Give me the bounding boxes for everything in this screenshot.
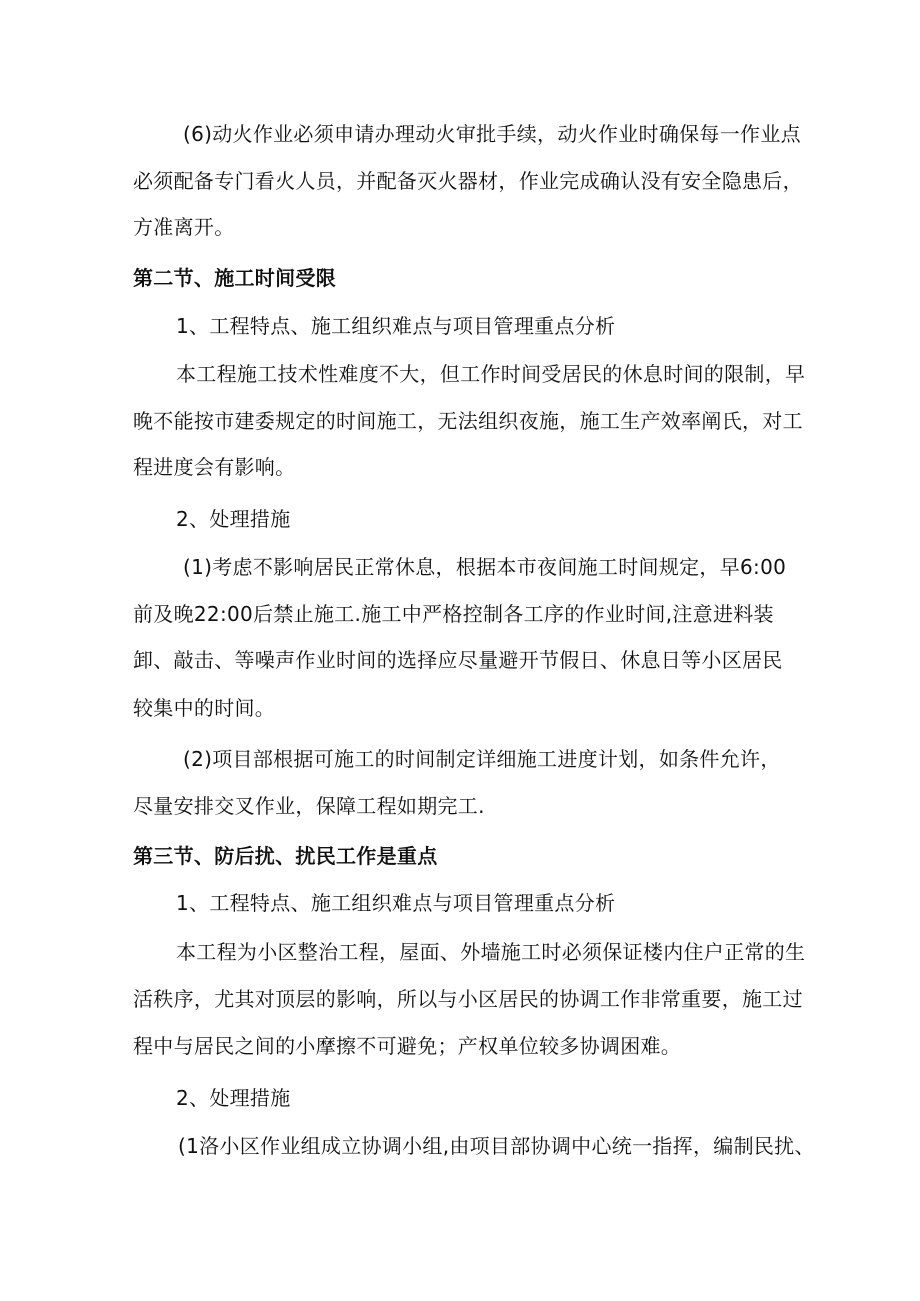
s2-subheading-2: 2、处理措施 [176,507,291,531]
s3-subheading-2: 2、处理措施 [176,1086,291,1110]
s3-para-1-line-2: 活秩序，尤其对顶层的影响，所以与小区居民的协调工作非常重要，施工过 [133,987,803,1011]
paragraph-6-line-2: 必须配备专门看火人员，并配备灭火器材，作业完成确认没有安全隐患后， [133,169,803,193]
section-2-heading: 第二节、施工时间受限 [133,266,336,290]
s2-item-1-line-4: 较集中的时间。 [133,696,276,720]
s2-para-1-line-1: 本工程施工技术性难度不大，但工作时间受居民的休息时间的限制，早 [176,362,806,386]
s2-item-2-line-2: 尽量安排交叉作业，保障工程如期完工. [133,794,485,818]
s2-item-1-line-2: 前及晚22:00后禁止施工.施工中严格控制各工序的作业时间,注意进料装 [133,602,774,626]
s3-para-1-line-3: 程中与居民之间的小摩擦不可避免；产权单位较多协调困难。 [133,1034,682,1058]
s3-para-1-line-1: 本工程为小区整治工程，屋面、外墙施工时必须保证楼内住户正常的生 [176,940,806,964]
paragraph-6-line-3: 方准离开。 [133,215,235,239]
s3-subheading-1: 1、工程特点、施工组织难点与项目管理重点分析 [176,891,616,915]
section-3-heading: 第三节、防后扰、扰民工作是重点 [133,844,438,868]
s2-para-1-line-2: 晚不能按市建委规定的时间施工，无法组织夜施，施工生产效率阐氏，对工 [133,409,803,433]
s2-item-1-line-1: (1)考虑不影响居民正常休息，根据本市夜间施工时间规定，早6:00 [183,555,787,579]
s2-para-1-line-3: 程进度会有影响。 [133,455,296,479]
s2-item-2-line-1: (2)项目部根据可施工的时间制定详细施工进度计划，如条件允许， [183,747,781,771]
s2-subheading-1: 1、工程特点、施工组织难点与项目管理重点分析 [176,314,616,338]
s2-item-1-line-3: 卸、敲击、等噪声作业时间的选择应尽量避开节假日、休息日等小区居民 [133,648,783,672]
s3-item-1-line-1: (1洛小区作业组成立协调小组,由项目部协调中心统一指挥，编制民扰、 [178,1134,815,1158]
paragraph-6-line-1: (6)动火作业必须申请办理动火审批手续，动火作业时确保每一作业点 [183,122,801,146]
